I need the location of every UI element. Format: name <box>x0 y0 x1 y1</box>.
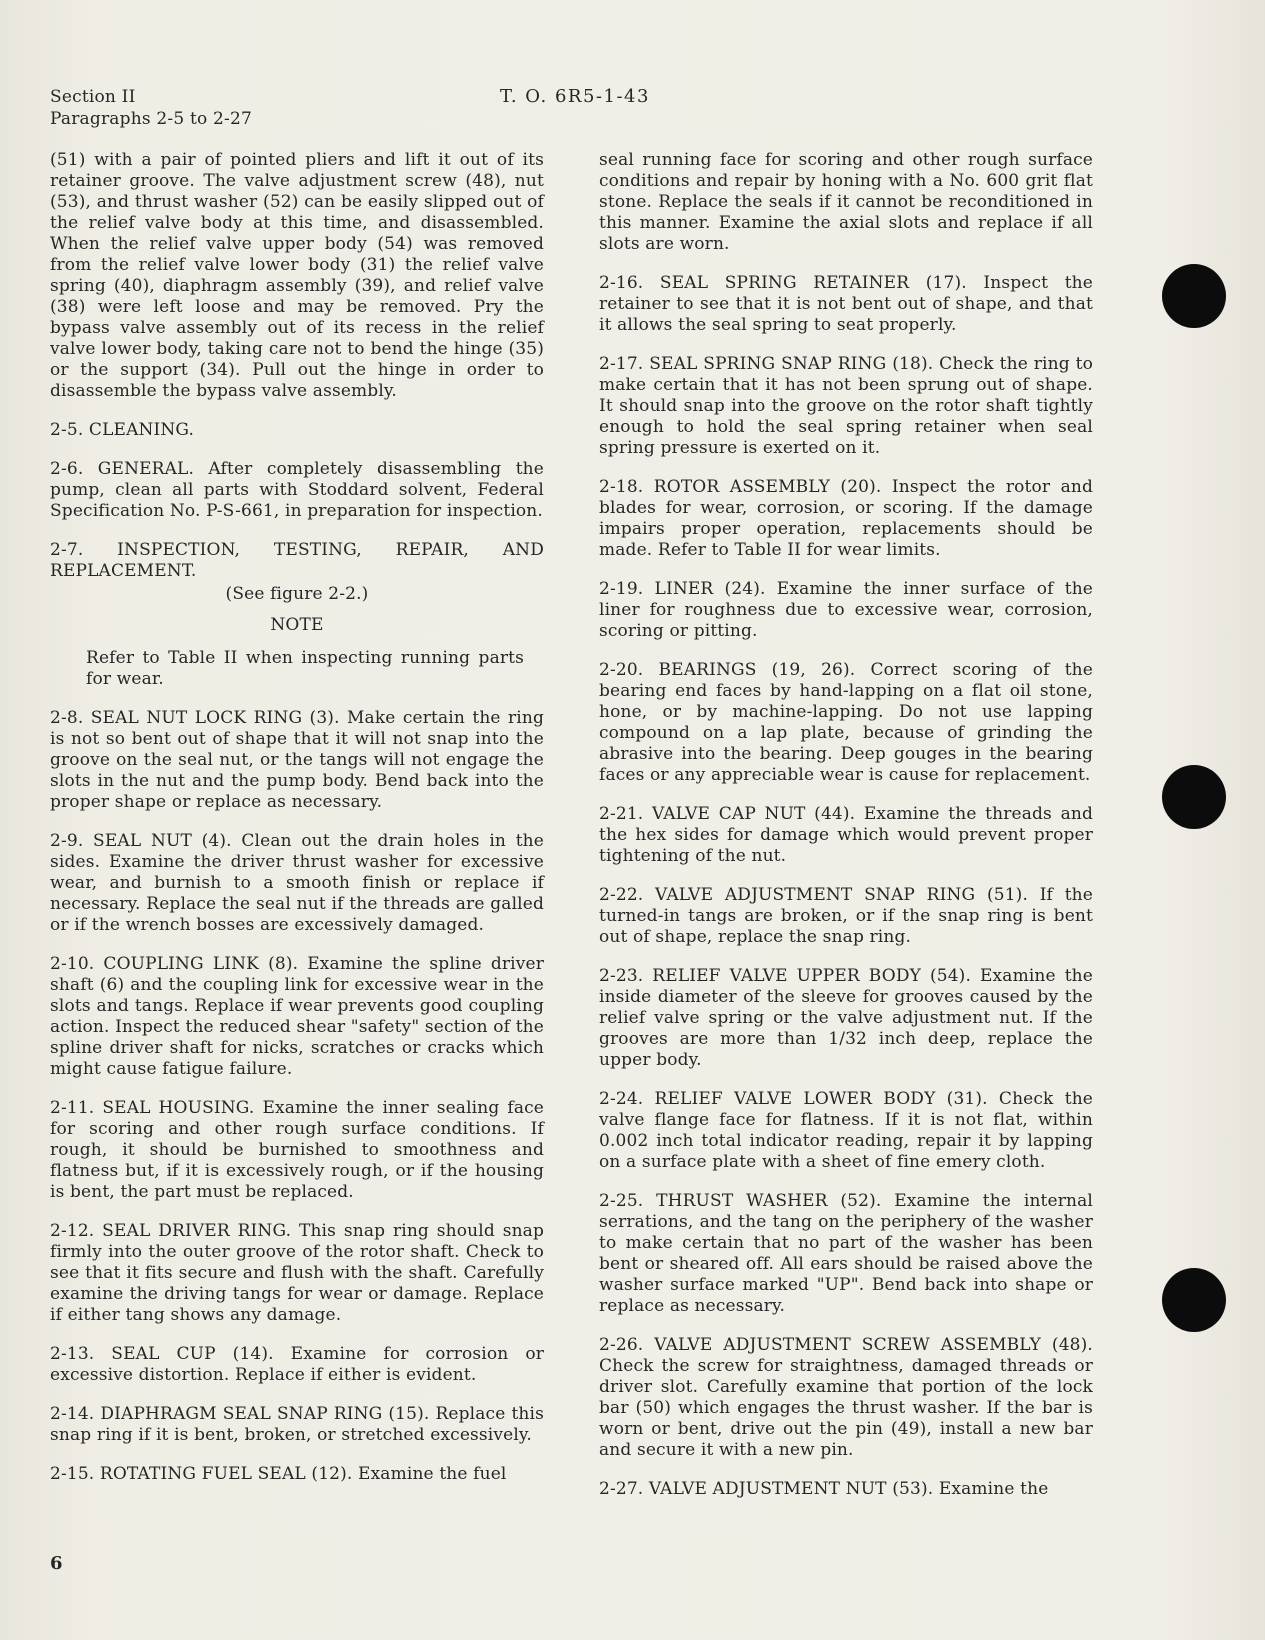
note-title: NOTE <box>270 615 324 635</box>
technical-order-number: T. O. 6R5-1-43 <box>500 86 650 107</box>
paragraph: 2-12. SEAL DRIVER RING. This snap ring should snap firmly into the outer groove of the rotor shaft. Check to see that it fits secure and flush with the shaft. Carefully examine the driving tangs for wear or damage. Replace if either tang shows any damage. <box>50 1221 544 1325</box>
right-text-column <box>599 150 1093 1500</box>
paragraph: 2-17. SEAL SPRING SNAP RING (18). Check the ring to make certain that it has not been sprung out of shape. It should snap into the groove on the rotor shaft tightly enough to hold the seal spring retainer when seal spring pressure is exerted on it. <box>599 354 1093 458</box>
figure-reference: (See figure 2-2.) <box>225 584 369 604</box>
paragraph: 2-11. SEAL HOUSING. Examine the inner sealing face for scoring and other rough surface conditions. If rough, it should be burnished to smoothness and flatness but, if it is excessively rough, or if the housing is bent, the part must be replaced. <box>50 1098 544 1202</box>
paragraph: 2-25. THRUST WASHER (52). Examine the internal serrations, and the tang on the periphery of the washer to make certain that no part of the washer has been bent or sheared off. All ears should be raised above the washer surface marked "UP". Bend back into shape or replace as necessary. <box>599 1191 1093 1316</box>
left-text-column <box>50 150 544 1485</box>
punch-hole-top <box>1162 264 1226 328</box>
page-number: 6 <box>50 1553 63 1574</box>
paragraph: 2-13. SEAL CUP (14). Examine for corrosion or excessive distortion. Replace if either is evident. <box>50 1344 544 1385</box>
punch-hole-bottom <box>1162 1268 1226 1332</box>
note-body: Refer to Table II when inspecting running parts for wear. <box>86 648 524 689</box>
paragraph: 2-27. VALVE ADJUSTMENT NUT (53). Examine the <box>599 1479 1049 1499</box>
section-heading: 2-5. CLEANING. <box>50 420 195 440</box>
punch-hole-middle <box>1162 765 1226 829</box>
paragraph: 2-23. RELIEF VALVE UPPER BODY (54). Examine the inside diameter of the sleeve for grooves caused by the relief valve spring or the valve adjustment nut. If the grooves are more than 1/32 inch deep, replace the upper body. <box>599 966 1093 1070</box>
paragraph: 2-9. SEAL NUT (4). Clean out the drain holes in the sides. Examine the driver thrust washer for excessive wear, and burnish to a smooth finish or replace if necessary. Replace the seal nut if the threads are galled or if the wrench bosses are excessively damaged. <box>50 831 544 935</box>
paragraph: 2-15. ROTATING FUEL SEAL (12). Examine the fuel <box>50 1464 507 1484</box>
paragraph: (51) with a pair of pointed pliers and lift it out of its retainer groove. The valve adjustment screw (48), nut (53), and thrust washer (52) can be easily slipped out of the relief valve body at this time, and disassembled. When the relief valve upper body (54) was removed from the relief valve lower body (31) the relief valve spring (40), diaphragm assembly (39), and relief valve (38) were left loose and may be removed. Pry the bypass valve assembly out of its recess in the relief valve lower body, taking care not to bend the hinge (35) or the support (34). Pull out the hinge in order to disassemble the bypass valve assembly. <box>50 150 544 401</box>
paragraph: 2-16. SEAL SPRING RETAINER (17). Inspect the retainer to see that it is not bent out of shape, and that it allows the seal spring to seat properly. <box>599 273 1093 335</box>
paragraph: 2-26. VALVE ADJUSTMENT SCREW ASSEMBLY (48). Check the screw for straightness, damaged threads or driver slot. Carefully examine that portion of the lock bar (50) which engages the thrust washer. If the bar is worn or bent, drive out the pin (49), install a new bar and secure it with a new pin. <box>599 1335 1093 1460</box>
paragraph: 2-10. COUPLING LINK (8). Examine the spline driver shaft (6) and the coupling link for excessive wear in the slots and tangs. Replace if wear prevents good coupling action. Inspect the reduced shear "safety" section of the spline driver shaft for nicks, scratches or cracks which might cause fatigue failure. <box>50 954 544 1079</box>
paragraph: 2-19. LINER (24). Examine the inner surface of the liner for roughness due to excessive wear, corrosion, scoring or pitting. <box>599 579 1093 641</box>
paragraph: 2-8. SEAL NUT LOCK RING (3). Make certain the ring is not so bent out of shape that it will not snap into the groove on the seal nut, or the tangs will not engage the slots in the nut and the pump body. Bend back into the proper shape or replace as necessary. <box>50 708 544 812</box>
paragraph: 2-22. VALVE ADJUSTMENT SNAP RING (51). If the turned-in tangs are broken, or if the snap ring is bent out of shape, replace the snap ring. <box>599 885 1093 947</box>
section-heading: 2-7. INSPECTION, TESTING, REPAIR, AND REPLACEMENT. <box>50 540 544 581</box>
paragraph: 2-20. BEARINGS (19, 26). Correct scoring of the bearing end faces by hand-lapping on a flat oil stone, hone, or by machine-lapping. Do not use lapping compound on a lap plate, because of grinding the abrasive into the bearing. Deep gouges in the bearing faces or any appreciable wear is cause for replacement. <box>599 660 1093 785</box>
paragraph: 2-14. DIAPHRAGM SEAL SNAP RING (15). Replace this snap ring if it is bent, broken, or stretched excessively. <box>50 1404 544 1445</box>
paragraph: 2-6. GENERAL. After completely disassembling the pump, clean all parts with Stoddard solvent, Federal Specification No. P-S-661, in preparation for inspection. <box>50 459 544 521</box>
paragraph: 2-18. ROTOR ASSEMBLY (20). Inspect the rotor and blades for wear, corrosion, or scoring. If the damage impairs proper operation, replacements should be made. Refer to Table II for wear limits. <box>599 477 1093 560</box>
section-label: Section II <box>50 87 136 107</box>
page-header-left <box>50 86 252 130</box>
paragraph: 2-24. RELIEF VALVE LOWER BODY (31). Check the valve flange face for flatness. If it is not flat, within 0.002 inch total indicator reading, repair it by lapping on a surface plate with a sheet of fine emery cloth. <box>599 1089 1093 1172</box>
paragraph: seal running face for scoring and other rough surface conditions and repair by honing with a No. 600 grit flat stone. Replace the seals if it cannot be reconditioned in this manner. Examine the axial slots and replace if all slots are worn. <box>599 150 1093 254</box>
paragraph: 2-21. VALVE CAP NUT (44). Examine the threads and the hex sides for damage which would prevent proper tightening of the nut. <box>599 804 1093 866</box>
paragraph-range: Paragraphs 2-5 to 2-27 <box>50 109 253 129</box>
